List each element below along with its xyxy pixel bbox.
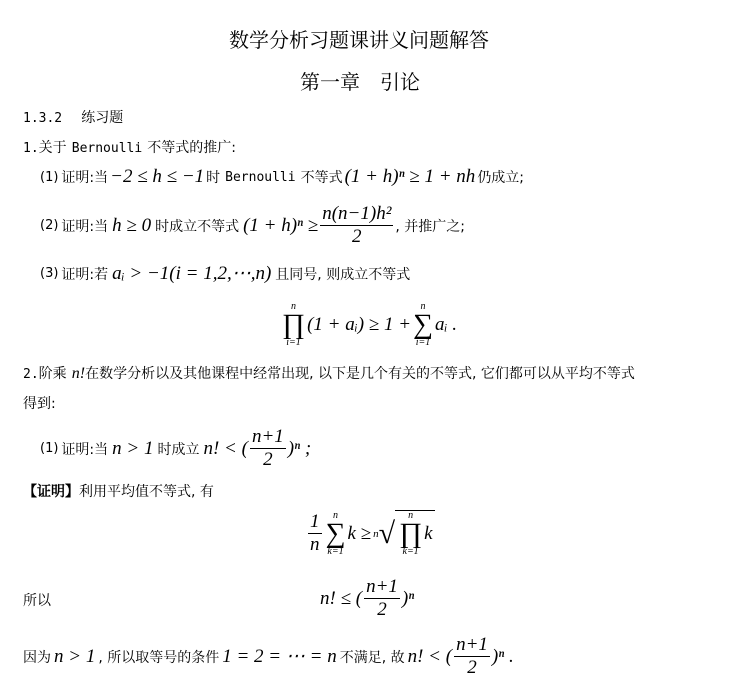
display-equation-factorial-bound: n! ≤ ( $\frac{n+1}{2}$ )ⁿ [320, 576, 415, 620]
document-title: 数学分析习题课讲义问题解答 [229, 28, 489, 52]
product-operator: n ∏ k=1 [399, 510, 423, 557]
sum-operator: n ∑ k=1 [325, 509, 346, 557]
proof-heading: 【证明】利用平均值不等式, 有 [23, 484, 214, 500]
display-equation-mean-inequality: $\frac{1}{n}$ n ∑ k=1 k ≥ n √ n ∏ k=1 k [310, 509, 433, 557]
display-equation-product-sum: n ∏ i=1 (1 + aᵢ) ≥ 1 + n ∑ i=1 aᵢ . [282, 301, 458, 348]
nth-root: n √ n ∏ k=1 k [373, 510, 433, 557]
section-heading [23, 107, 123, 127]
fraction: $\frac{n+1}{2}$ [456, 634, 488, 678]
problem-2-intro: 2.阶乘 n!在数学分析以及其他课程中经常出现, 以下是几个有关的不等式, 它们都可以从平均不等式 [23, 365, 635, 382]
product-operator: n ∏ i=1 [282, 301, 306, 348]
problem-1-intro: 1.关于 Bernoulli 不等式的推广: [23, 140, 237, 156]
fraction: $\frac{n+1}{2}$ [366, 576, 398, 620]
problem-2-part-1: (1) 证明:当 n > 1 时成立 n! < ( $\frac{n+1}{2}$ )ⁿ ; [40, 426, 312, 470]
problem-2-intro-cont: 得到: [23, 396, 56, 412]
so-label: 所以 [23, 593, 51, 609]
chapter-title: 第一章 引论 [300, 70, 420, 94]
problem-1-part-2: (2) 证明:当 h ≥ 0 时成立不等式 (1 + h)ⁿ ≥ $\frac{\text{n(n−1)h²}}{2}$ , 并推广之; [40, 203, 466, 247]
proof-conclusion: 因为 n > 1 , 所以取等号的条件 1 = 2 = ⋯ = n 不满足, 故 n! < ( $\frac{n+1}{2}$ )ⁿ . [23, 634, 514, 678]
section-number: 1.3.2 [23, 111, 63, 126]
problem-1-part-3: (3) 证明:若 aᵢ > −1(i = 1,2,⋯,n) 且同号, 则成立不等式 [40, 263, 411, 284]
section-title: 练习题 [81, 110, 124, 126]
fraction: $\frac{1}{n}$ [310, 511, 320, 555]
sum-operator: n ∑ i=1 [413, 301, 434, 348]
fraction: $\frac{\text{n(n−1)h²}}{2}$ [322, 203, 392, 247]
problem-1-part-1: (1) 证明:当 −2 ≤ h ≤ −1 时 Bernoulli 不等式 (1 + h)ⁿ ≥ 1 + nh 仍成立; [40, 166, 525, 187]
fraction: $\frac{n+1}{2}$ [251, 426, 284, 470]
